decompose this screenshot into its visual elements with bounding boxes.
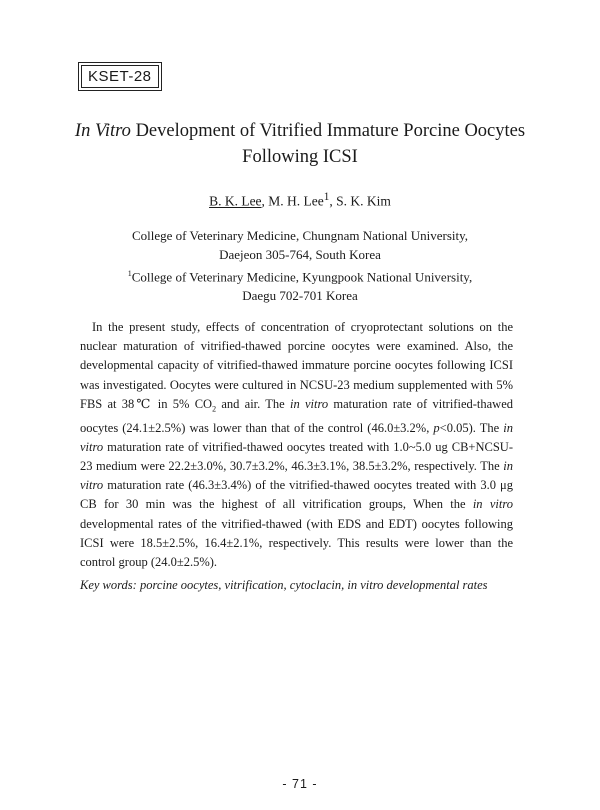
affiliation-1-line-2: Daejeon 305-764, South Korea [219,247,381,262]
p-value-symbol: p [433,420,440,435]
paper-title [60,118,540,170]
author-list [0,188,600,211]
session-code: KSET-28 [81,65,159,88]
title-italic: In Vitro [74,121,131,141]
affiliation-1-line-1: College of Veterinary Medicine, Chungnam National University, [131,228,469,243]
keywords: Key words: porcine oocytes, vitrification, cytoclacin, in vitro developmental rates [80,578,488,592]
affiliation-2-sup: 1 [127,269,132,278]
author-3: , S. K. Kim [329,193,391,209]
in-vitro-term: in vitro [290,396,329,411]
abstract [80,318,513,572]
author-presenting: B. K. Lee [209,193,262,209]
author-2: , M. H. Lee [261,193,324,209]
title-line-1-rest: Development of Vitrified Immature Porcine Oocytes [130,121,526,141]
page-number: - 71 - [282,777,318,791]
title-line-2: Following ICSI [242,147,358,167]
in-vitro-term: in vitro [80,458,513,493]
in-vitro-term: in vitro [472,497,513,512]
title-line-1 [60,118,540,144]
in-vitro-term: in vitro [80,420,513,454]
abstract-paragraph: In the present study, effects of concentration of cryoprotectant solutions on the nuclear maturation of vitrified-thawed porcine oocytes were examined. Also, the developmental capacity of vitrified-thawed immature porcine oocytes following ICSI was investigated. Oocytes were cultured in NCSU-23 medium supplemented with 5% FBS at 38℃ in 5% $CO_2$ and air. The in vitro maturation rate of vitrified-thawed oocytes (24.1±2.5%) was lower than that of the control (46.0±3.2%, p<0.05). The in vitro maturation rate of vitrified-thawed oocytes treated with 1.0~5.0 ug CB+NCSU- 23 medium were 22.2±3.0%, 30.7±3.2%, 46.3±3.1%, 38.5±3.2%, respectively. The in vitro maturation rate (46.3±3.4%) of the vitrified-thawed oocytes treated with 3.0 μg CB for 30 min was the highest of all vitrification groups, When the in vitro developmental rates of the vitrified-thawed (with EDS and EDT) oocytes following ICSI were 18.5±2.5%, 16.4±2.1%, respectively. This results were lower than the control group (24.0±2.5%). [80,320,514,569]
author-2-sup: 1 [323,191,330,203]
affiliation-2-line-1: $^1$College of Veterinary Medicine, Kyungpook National University, [127,269,473,285]
affiliations [60,226,540,305]
affiliation-2-line-2: Daegu 702-701 Korea [242,288,358,304]
session-code-box [78,62,162,91]
